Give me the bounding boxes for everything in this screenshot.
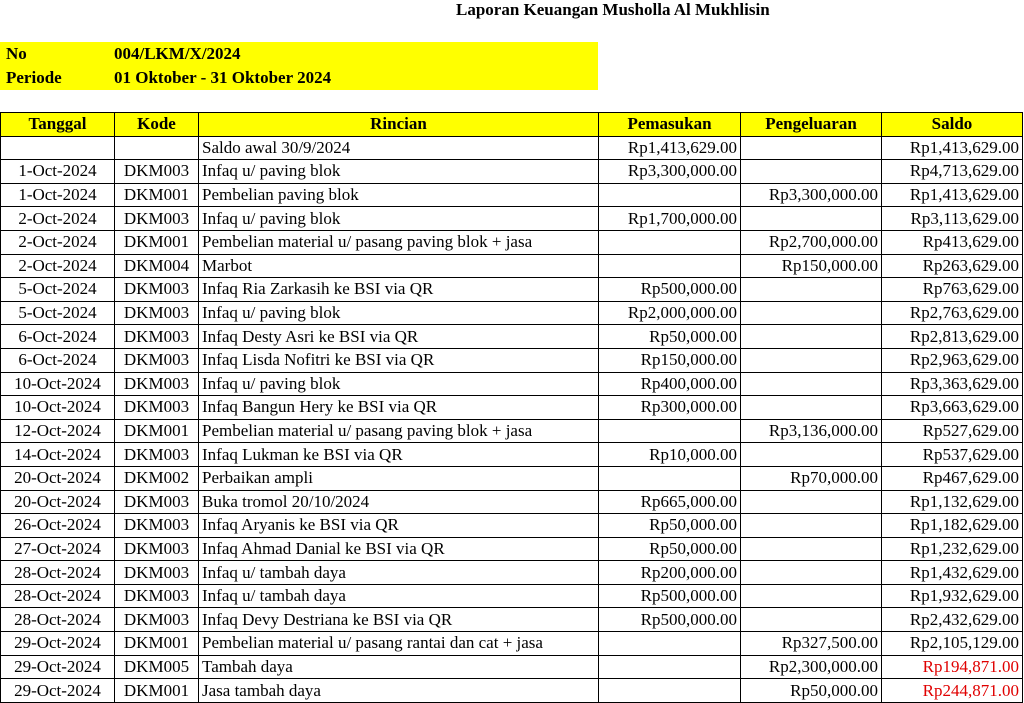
cell-rincian[interactable]: Pembelian material u/ pasang rantai dan cat + jasa [199,632,599,656]
report-info-block [0,42,598,90]
cell-pemasukan[interactable] [599,254,741,278]
cell-tanggal[interactable]: 2-Oct-2024 [1,254,115,278]
cell-pengeluaran[interactable]: Rp327,500.00 [741,632,882,656]
cell-saldo[interactable]: Rp1,232,629.00 [882,537,1023,561]
report-number-value[interactable]: 004/LKM/X/2024 [114,44,241,63]
cell-rincian[interactable]: Infaq Bangun Hery ke BSI via QR [199,396,599,420]
cell-pemasukan[interactable]: Rp150,000.00 [599,348,741,372]
cell-pengeluaran[interactable] [741,584,882,608]
cell-kode[interactable]: DKM001 [115,183,199,207]
cell-pemasukan[interactable]: Rp50,000.00 [599,325,741,349]
header-rincian[interactable]: Rincian [199,113,599,137]
cell-kode[interactable]: DKM003 [115,301,199,325]
table-row [1,348,1023,372]
cell-saldo[interactable]: Rp1,413,629.00 [882,136,1023,160]
cell-pengeluaran[interactable] [741,396,882,420]
table-row [1,561,1023,585]
report-number-row [0,42,598,65]
cell-kode[interactable]: DKM004 [115,254,199,278]
cell-tanggal[interactable]: 29-Oct-2024 [1,655,115,679]
cell-kode[interactable]: DKM001 [115,679,199,703]
cell-saldo[interactable]: Rp263,629.00 [882,254,1023,278]
cell-kode[interactable]: DKM001 [115,632,199,656]
cell-tanggal[interactable]: 28-Oct-2024 [1,584,115,608]
cell-rincian[interactable]: Jasa tambah daya [199,679,599,703]
cell-pengeluaran[interactable] [741,537,882,561]
cell-pemasukan[interactable]: Rp665,000.00 [599,490,741,514]
cell-pengeluaran[interactable] [741,278,882,302]
cell-pemasukan[interactable] [599,466,741,490]
cell-pengeluaran[interactable] [741,443,882,467]
header-pemasukan[interactable]: Pemasukan [599,113,741,137]
cell-saldo[interactable]: Rp2,432,629.00 [882,608,1023,632]
cell-tanggal[interactable]: 10-Oct-2024 [1,372,115,396]
cell-pemasukan[interactable]: Rp500,000.00 [599,278,741,302]
cell-kode[interactable]: DKM003 [115,348,199,372]
cell-rincian[interactable]: Infaq u/ tambah daya [199,561,599,585]
cell-pemasukan[interactable]: Rp3,300,000.00 [599,160,741,184]
cell-pemasukan[interactable]: Rp200,000.00 [599,561,741,585]
table-row [1,372,1023,396]
cell-tanggal[interactable]: 20-Oct-2024 [1,466,115,490]
cell-tanggal[interactable]: 2-Oct-2024 [1,230,115,254]
cell-saldo[interactable]: Rp3,113,629.00 [882,207,1023,231]
cell-tanggal[interactable]: 5-Oct-2024 [1,278,115,302]
cell-tanggal[interactable]: 2-Oct-2024 [1,207,115,231]
cell-tanggal[interactable]: 14-Oct-2024 [1,443,115,467]
cell-rincian[interactable]: Marbot [199,254,599,278]
ledger-table [0,112,1023,703]
cell-tanggal[interactable]: 29-Oct-2024 [1,679,115,703]
report-period-label: Periode [6,68,62,87]
header-row [1,113,1023,137]
cell-rincian[interactable]: Infaq u/ paving blok [199,372,599,396]
cell-saldo[interactable]: Rp1,413,629.00 [882,183,1023,207]
cell-rincian[interactable]: Infaq Aryanis ke BSI via QR [199,514,599,538]
cell-pengeluaran[interactable]: Rp70,000.00 [741,466,882,490]
cell-saldo[interactable]: Rp3,663,629.00 [882,396,1023,420]
table-row [1,254,1023,278]
cell-kode[interactable]: DKM003 [115,443,199,467]
cell-kode[interactable]: DKM001 [115,419,199,443]
cell-pengeluaran[interactable] [741,160,882,184]
cell-tanggal[interactable]: 20-Oct-2024 [1,490,115,514]
cell-kode[interactable]: DKM003 [115,160,199,184]
cell-pemasukan[interactable]: Rp1,700,000.00 [599,207,741,231]
cell-rincian[interactable]: Infaq Lisda Nofitri ke BSI via QR [199,348,599,372]
cell-rincian[interactable]: Infaq u/ paving blok [199,160,599,184]
cell-pengeluaran[interactable] [741,301,882,325]
header-tanggal[interactable]: Tanggal [1,113,115,137]
cell-saldo[interactable]: Rp1,182,629.00 [882,514,1023,538]
table-row [1,160,1023,184]
cell-saldo[interactable]: Rp2,763,629.00 [882,301,1023,325]
table-row [1,632,1023,656]
cell-rincian[interactable]: Perbaikan ampli [199,466,599,490]
cell-kode[interactable]: DKM003 [115,372,199,396]
header-pengeluaran[interactable]: Pengeluaran [741,113,882,137]
cell-kode[interactable]: DKM005 [115,655,199,679]
table-row [1,396,1023,420]
cell-kode[interactable]: DKM003 [115,584,199,608]
cell-kode[interactable]: DKM003 [115,396,199,420]
cell-kode[interactable]: DKM002 [115,466,199,490]
cell-rincian[interactable]: Infaq Lukman ke BSI via QR [199,443,599,467]
cell-saldo[interactable]: Rp1,432,629.00 [882,561,1023,585]
cell-saldo[interactable]: Rp2,813,629.00 [882,325,1023,349]
table-row [1,207,1023,231]
cell-pengeluaran[interactable] [741,325,882,349]
cell-kode[interactable]: DKM003 [115,207,199,231]
cell-rincian[interactable]: Pembelian material u/ pasang paving blok + jasa [199,419,599,443]
table-row [1,679,1023,703]
cell-tanggal[interactable]: 29-Oct-2024 [1,632,115,656]
cell-pemasukan[interactable]: Rp300,000.00 [599,396,741,420]
cell-kode[interactable]: DKM003 [115,514,199,538]
cell-kode[interactable]: DKM001 [115,230,199,254]
cell-pemasukan[interactable]: Rp2,000,000.00 [599,301,741,325]
cell-pengeluaran[interactable]: Rp2,700,000.00 [741,230,882,254]
cell-rincian[interactable]: Tambah daya [199,655,599,679]
cell-kode[interactable]: DKM003 [115,278,199,302]
cell-pemasukan[interactable]: Rp500,000.00 [599,584,741,608]
table-row [1,301,1023,325]
report-period-row [0,66,598,89]
cell-pemasukan[interactable]: Rp50,000.00 [599,514,741,538]
cell-saldo[interactable]: Rp537,629.00 [882,443,1023,467]
cell-saldo[interactable]: Rp527,629.00 [882,419,1023,443]
cell-pengeluaran[interactable] [741,514,882,538]
cell-tanggal[interactable]: 28-Oct-2024 [1,561,115,585]
cell-rincian[interactable]: Infaq Ria Zarkasih ke BSI via QR [199,278,599,302]
cell-tanggal[interactable]: 5-Oct-2024 [1,301,115,325]
table-row [1,230,1023,254]
cell-pengeluaran[interactable]: Rp3,136,000.00 [741,419,882,443]
table-row [1,325,1023,349]
cell-pengeluaran[interactable] [741,561,882,585]
cell-pemasukan[interactable]: Rp500,000.00 [599,608,741,632]
cell-rincian[interactable]: Infaq u/ tambah daya [199,584,599,608]
ledger-body [1,136,1023,702]
cell-tanggal[interactable] [1,136,115,160]
cell-pengeluaran[interactable]: Rp150,000.00 [741,254,882,278]
table-row [1,136,1023,160]
cell-saldo[interactable]: Rp1,132,629.00 [882,490,1023,514]
cell-tanggal[interactable]: 28-Oct-2024 [1,608,115,632]
report-number-label: No [6,44,27,63]
table-row [1,490,1023,514]
cell-saldo[interactable]: Rp2,963,629.00 [882,348,1023,372]
table-row [1,419,1023,443]
cell-tanggal[interactable]: 26-Oct-2024 [1,514,115,538]
report-title: Laporan Keuangan Musholla Al Mukhlisin [456,0,770,19]
cell-tanggal[interactable]: 27-Oct-2024 [1,537,115,561]
table-row [1,514,1023,538]
cell-kode[interactable]: DKM003 [115,537,199,561]
cell-tanggal[interactable]: 1-Oct-2024 [1,183,115,207]
cell-kode[interactable]: DKM003 [115,561,199,585]
cell-pengeluaran[interactable] [741,348,882,372]
cell-kode[interactable]: DKM003 [115,325,199,349]
cell-pemasukan[interactable]: Rp10,000.00 [599,443,741,467]
cell-rincian[interactable]: Infaq u/ paving blok [199,207,599,231]
cell-rincian[interactable]: Saldo awal 30/9/2024 [199,136,599,160]
cell-rincian[interactable]: Infaq Devy Destriana ke BSI via QR [199,608,599,632]
cell-saldo[interactable]: Rp413,629.00 [882,230,1023,254]
cell-saldo[interactable]: Rp2,105,129.00 [882,632,1023,656]
header-saldo[interactable]: Saldo [882,113,1023,137]
cell-pengeluaran[interactable] [741,372,882,396]
cell-pemasukan[interactable] [599,655,741,679]
cell-pengeluaran[interactable]: Rp3,300,000.00 [741,183,882,207]
cell-saldo[interactable]: Rp4,713,629.00 [882,160,1023,184]
cell-rincian[interactable]: Pembelian paving blok [199,183,599,207]
cell-tanggal[interactable]: 6-Oct-2024 [1,348,115,372]
cell-pemasukan[interactable] [599,230,741,254]
cell-tanggal[interactable]: 10-Oct-2024 [1,396,115,420]
table-row [1,466,1023,490]
cell-rincian[interactable]: Infaq u/ paving blok [199,301,599,325]
cell-pengeluaran[interactable] [741,136,882,160]
cell-pengeluaran[interactable]: Rp2,300,000.00 [741,655,882,679]
cell-saldo[interactable]: Rp1,932,629.00 [882,584,1023,608]
cell-kode[interactable] [115,136,199,160]
cell-pemasukan[interactable] [599,632,741,656]
table-row [1,537,1023,561]
table-row [1,655,1023,679]
table-row [1,278,1023,302]
cell-saldo[interactable]: Rp3,363,629.00 [882,372,1023,396]
header-kode[interactable]: Kode [115,113,199,137]
cell-pemasukan[interactable]: Rp1,413,629.00 [599,136,741,160]
cell-pengeluaran[interactable] [741,207,882,231]
cell-rincian[interactable]: Infaq Ahmad Danial ke BSI via QR [199,537,599,561]
cell-tanggal[interactable]: 6-Oct-2024 [1,325,115,349]
cell-kode[interactable]: DKM003 [115,490,199,514]
cell-saldo[interactable]: Rp244,871.00 [882,679,1023,703]
cell-rincian[interactable]: Buka tromol 20/10/2024 [199,490,599,514]
cell-kode[interactable]: DKM003 [115,608,199,632]
cell-rincian[interactable]: Pembelian material u/ pasang paving blok + jasa [199,230,599,254]
cell-rincian[interactable]: Infaq Desty Asri ke BSI via QR [199,325,599,349]
cell-saldo[interactable]: Rp194,871.00 [882,655,1023,679]
table-row [1,608,1023,632]
table-row [1,584,1023,608]
table-row [1,183,1023,207]
cell-saldo[interactable]: Rp763,629.00 [882,278,1023,302]
cell-pemasukan[interactable] [599,419,741,443]
cell-pemasukan[interactable] [599,679,741,703]
cell-saldo[interactable]: Rp467,629.00 [882,466,1023,490]
cell-tanggal[interactable]: 1-Oct-2024 [1,160,115,184]
cell-pengeluaran[interactable]: Rp50,000.00 [741,679,882,703]
cell-pengeluaran[interactable] [741,490,882,514]
report-period-value[interactable]: 01 Oktober - 31 Oktober 2024 [114,68,332,87]
cell-tanggal[interactable]: 12-Oct-2024 [1,419,115,443]
table-row [1,443,1023,467]
cell-pemasukan[interactable]: Rp50,000.00 [599,537,741,561]
cell-pemasukan[interactable] [599,183,741,207]
cell-pemasukan[interactable]: Rp400,000.00 [599,372,741,396]
cell-pengeluaran[interactable] [741,608,882,632]
